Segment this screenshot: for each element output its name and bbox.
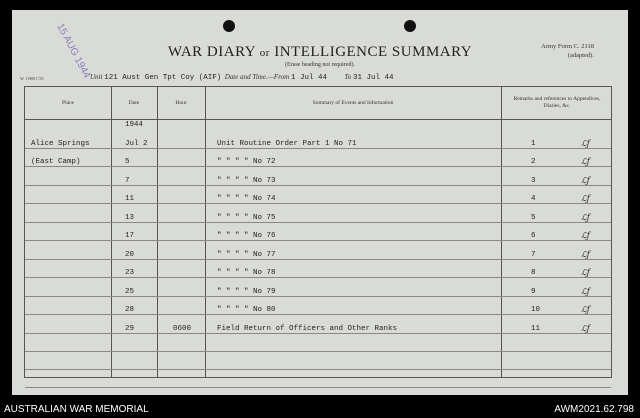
cell-date: 13 <box>125 213 135 222</box>
cell-reference: 8 <box>531 269 536 277</box>
initials-signature: ℒƒ <box>581 249 590 259</box>
cell-date: 20 <box>125 250 135 259</box>
initials-signature: ℒƒ <box>581 323 590 333</box>
cell-reference: 6 <box>531 232 536 240</box>
cell-hour: 0600 <box>173 324 192 333</box>
cell-reference: 2 <box>531 158 536 166</box>
cell-summary: " " " " No 72 <box>217 158 276 166</box>
cell-date: 7 <box>125 176 130 185</box>
cell-date: 29 <box>125 324 135 333</box>
cell-summary: " " " " No 77 <box>217 250 276 259</box>
date-from: 1 Jul 44 <box>290 74 327 82</box>
initials-signature: ℒƒ <box>581 268 590 277</box>
cell-reference: 10 <box>531 306 541 314</box>
initials-signature: ℒƒ <box>581 286 590 296</box>
cell-date: 5 <box>125 158 130 166</box>
war-diary-sheet <box>12 10 628 395</box>
punch-hole <box>404 20 416 32</box>
unit-value: 121 Aust Gen Tpt Coy (AIF) <box>104 74 222 82</box>
header-hour: Hour <box>175 99 187 106</box>
header-place: Place <box>62 99 74 106</box>
diary-table <box>24 86 612 378</box>
form-number: Army Form C. 2118 (adapted). <box>541 43 594 59</box>
cell-place: (East Camp) <box>31 158 81 166</box>
received-stamp: 15 AUG 1944 <box>54 22 93 81</box>
cell-summary: " " " " No 80 <box>217 306 276 314</box>
initials-signature: ℒƒ <box>581 212 590 222</box>
initials-signature: ℒƒ <box>581 138 590 148</box>
footer-reference: AWM2021.62.798 <box>554 404 634 415</box>
cell-date: Jul 2 <box>125 139 148 148</box>
initials-signature: ℒƒ <box>581 157 590 166</box>
cell-reference: 3 <box>531 176 536 185</box>
cell-reference: 9 <box>531 287 536 296</box>
cell-summary: " " " " No 74 <box>217 195 276 203</box>
cell-date: 23 <box>125 269 135 277</box>
cell-summary: Unit Routine Order Part 1 No 71 <box>217 139 357 148</box>
header-remarks: Remarks and references to Appendices, Diaries, &c. <box>513 96 601 109</box>
initials-signature: ℒƒ <box>581 231 590 240</box>
cell-reference: 1 <box>531 139 536 148</box>
cell-reference: 5 <box>531 213 536 222</box>
header-date: Date <box>128 99 140 106</box>
cell-reference: 4 <box>531 195 536 203</box>
cell-summary: " " " " No 78 <box>217 269 276 277</box>
cell-date: 17 <box>125 232 135 240</box>
cell-date: 11 <box>125 195 135 203</box>
date-to: 31 Jul 44 <box>353 74 394 82</box>
cell-date: 25 <box>125 287 135 296</box>
cell-summary: " " " " No 73 <box>217 176 276 185</box>
cell-date: 1944 <box>125 121 144 129</box>
cell-summary: " " " " No 79 <box>217 287 276 296</box>
cell-summary: Field Return of Officers and Other Ranks <box>217 324 398 333</box>
footer-archive: AUSTRALIAN WAR MEMORIAL <box>4 404 149 415</box>
cell-summary: " " " " No 75 <box>217 213 276 222</box>
title-note: (Erase heading not required). <box>285 62 355 68</box>
initials-signature: ℒƒ <box>581 194 590 203</box>
cell-reference: 7 <box>531 250 536 259</box>
initials-signature: ℒƒ <box>581 175 590 185</box>
cell-date: 28 <box>125 306 135 314</box>
header-summary: Summary of Events and Information <box>312 99 394 106</box>
page-title: WAR DIARY or INTELLIGENCE SUMMARY <box>167 44 473 60</box>
cell-place: Alice Springs <box>31 139 90 148</box>
cell-reference: 11 <box>531 324 541 333</box>
initials-signature: ℒƒ <box>581 305 590 314</box>
unit-line: Unit 121 Aust Gen Tpt Coy (AIF) Date and Time.—From 1 Jul 44 To 31 Jul 44 <box>90 73 394 82</box>
cell-summary: " " " " No 76 <box>217 232 276 240</box>
punch-hole <box>223 20 235 32</box>
printer-note: W. 11900 CTS <box>20 76 44 81</box>
